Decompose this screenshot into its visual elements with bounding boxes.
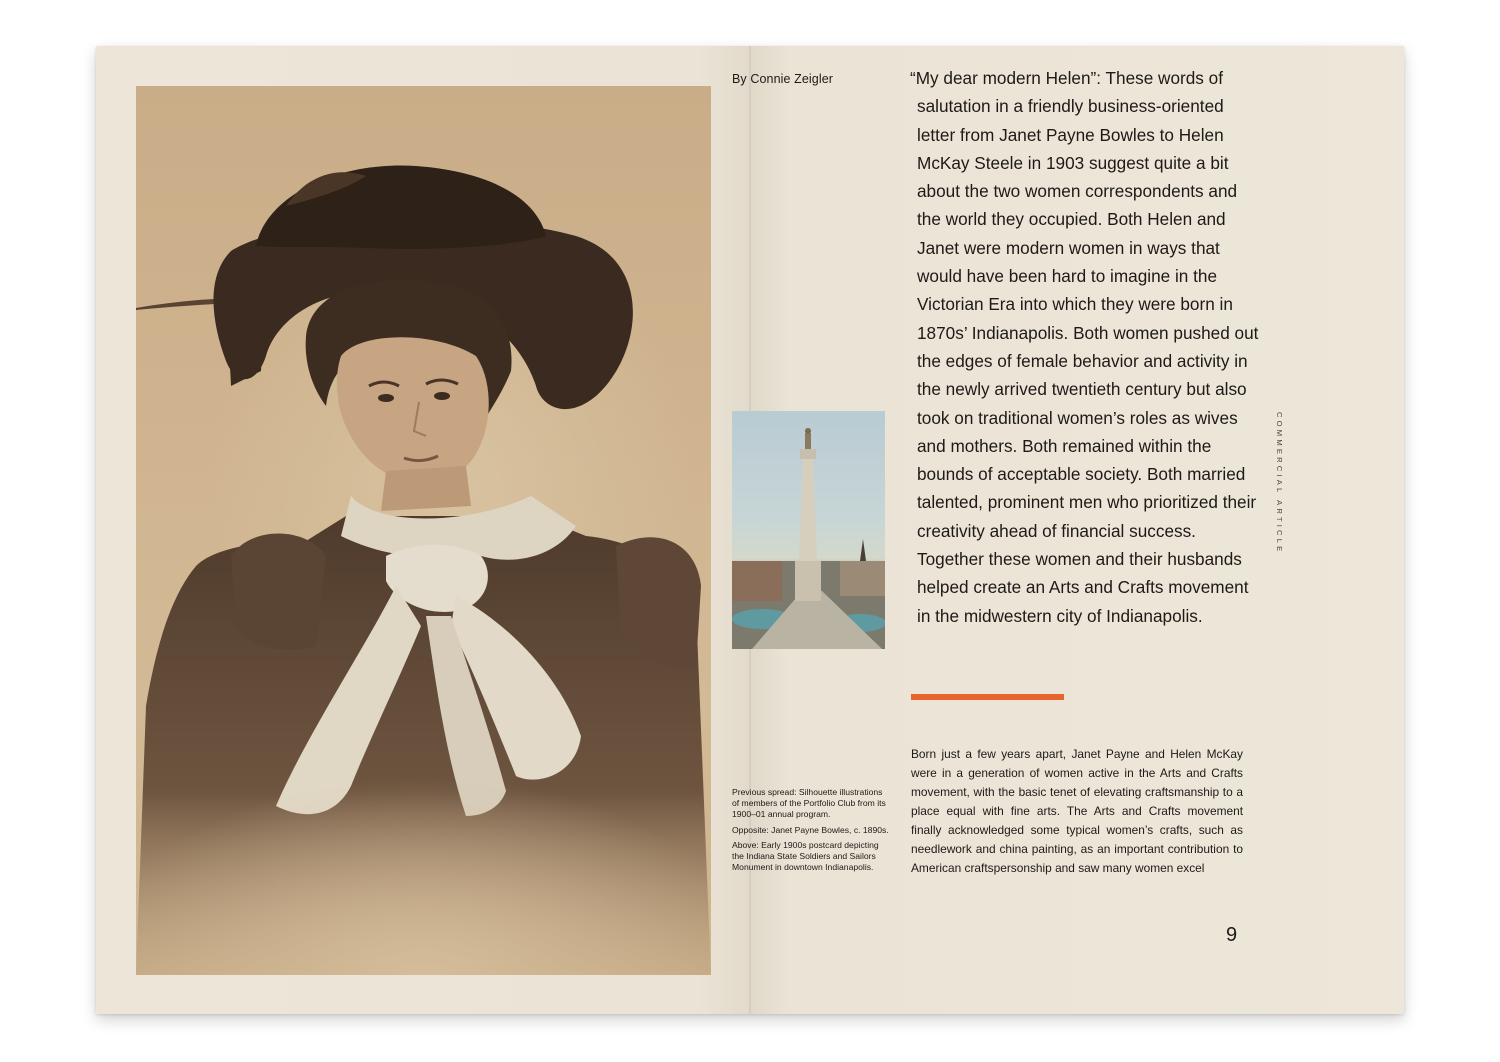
monument-postcard-image [732,411,885,649]
caption-previous-spread: Previous spread: Silhouette illustrations of members of the Portfolio Club from its 1900–01 annual program. [732,787,886,820]
monument-illustration [732,411,885,649]
section-tag: COMMERCIAL ARTICLE [1275,412,1284,555]
left-page [96,46,750,1014]
author-byline: By Connie Zeigler [732,72,834,86]
caption-above: Above: Early 1900s postcard depicting the Indiana State Soldiers and Sailors Monument in downtown Indianapolis. [732,839,879,873]
lede-paragraph: “My dear modern Helen”: These words of salutation in a friendly business-oriented letter from Janet Payne Bowles to Helen McKay Steele in 1903 suggest quite a bit about the two women correspondents and the world they occupied. Both Helen and Janet were modern women in ways that would have been hard to imagine in the Victorian Era into which they were born in 1870s’ Indianapolis. Both women pushed out the edges of female behavior and activity in the newly arrived twentieth century but also took on traditional women’s roles as wives and mothers. Both remained within the bounds of acceptable society. Both married talented, prominent men who prioritized their creativity ahead of financial success. Together these women and their husbands helped create an Arts and Crafts movement in the midwestern city of Indianapolis. [910,68,1259,626]
photo-captions [732,787,890,877]
portrait-illustration [136,86,711,975]
caption-opposite: Opposite: Janet Payne Bowles, c. 1890s. [732,824,889,835]
body-paragraph: Born just a few years apart, Janet Payne and Helen McKay were in a generation of women active in the Arts and Crafts movement, with the basic tenet of elevating craftsmanship to a place equal with fine arts. The Arts and Crafts movement finally acknowledged some typical women’s crafts, such as needlework and china painting, as an important contribution to American craftspersonship and saw many women excel [911,747,1243,875]
portrait-photo [136,86,711,975]
accent-rule [911,694,1064,700]
page-number: 9 [1226,924,1238,946]
